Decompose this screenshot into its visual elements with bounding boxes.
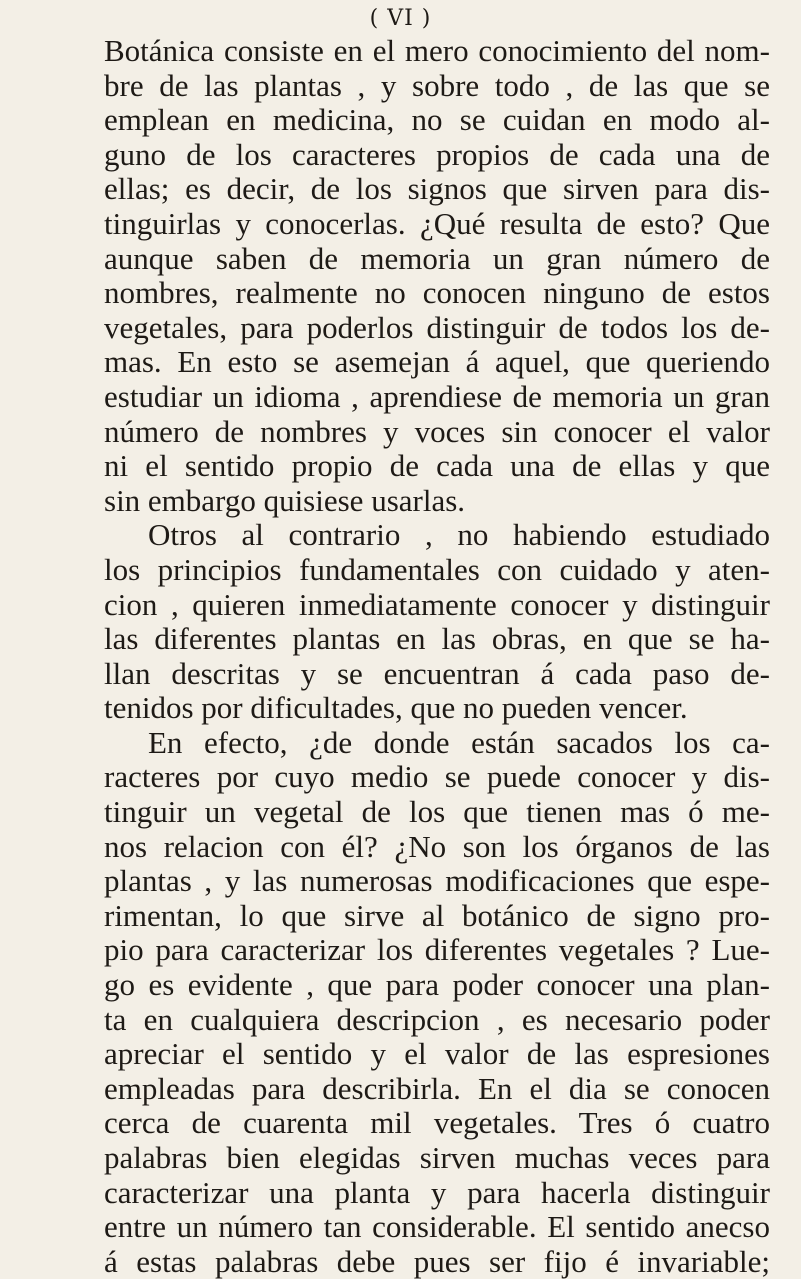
text-line: pio para caracterizar los diferentes vegetales ? Lue- bbox=[104, 933, 770, 968]
text-line: emplean en medicina, no se cuidan en modo al- bbox=[104, 103, 770, 138]
text-line: empleadas para describirla. En el dia se conocen bbox=[104, 1071, 770, 1106]
text-line: estudiar un idioma , aprendiese de memoria un gran bbox=[104, 379, 770, 414]
text-line: nos relacion con él? ¿No son los órganos de las bbox=[104, 829, 770, 864]
text-line: ta en cualquiera descripcion , es necesario poder bbox=[104, 1002, 770, 1037]
text-line: apreciar el sentido y el valor de las espresiones bbox=[104, 1037, 770, 1072]
paragraph-start-line: En efecto, ¿de donde están sacados los ca- bbox=[148, 725, 770, 760]
text-line: cion , quieren inmediatamente conocer y distinguir bbox=[104, 587, 770, 622]
text-line: á estas palabras debe pues ser fijo é invariable; bbox=[104, 1244, 770, 1279]
text-line: tinguir un vegetal de los que tienen mas ó me- bbox=[104, 795, 770, 830]
paragraph-end-line: sin embargo quisiese usarlas. bbox=[104, 483, 466, 518]
page-number-header: ( VI ) bbox=[369, 6, 432, 31]
text-line: los principios fundamentales con cuidado y aten- bbox=[104, 552, 770, 587]
paragraph-end-line: tenidos por dificultades, que no pueden vencer. bbox=[104, 691, 688, 726]
text-line: caracterizar una planta y para hacerla distinguir bbox=[104, 1175, 770, 1210]
text-line: go es evidente , que para poder conocer una plan- bbox=[104, 968, 770, 1003]
text-line: aunque saben de memoria un gran número de bbox=[104, 241, 770, 276]
text-line: tinguirlas y conocerlas. ¿Qué resulta de esto? Que bbox=[104, 206, 770, 241]
paragraph-start-line: Otros al contrario , no habiendo estudiado bbox=[148, 518, 770, 553]
text-line: rimentan, lo que sirve al botánico de signo pro- bbox=[104, 898, 770, 933]
body-text bbox=[104, 34, 770, 1279]
text-line: ellas; es decir, de los signos que sirven para dis- bbox=[104, 172, 770, 207]
text-line: nombres, realmente no conocen ninguno de estos bbox=[104, 276, 770, 311]
text-line: racteres por cuyo medio se puede conocer y dis- bbox=[104, 760, 770, 795]
text-line: mas. En esto se asemejan á aquel, que queriendo bbox=[104, 345, 770, 380]
text-line: ni el sentido propio de cada una de ellas y que bbox=[104, 449, 770, 484]
text-line: palabras bien elegidas sirven muchas veces para bbox=[104, 1141, 770, 1175]
text-line: cerca de cuarenta mil vegetales. Tres ó cuatro bbox=[104, 1106, 770, 1141]
text-line: bre de las plantas , y sobre todo , de las que se bbox=[104, 68, 770, 103]
text-line: entre un número tan considerable. El sentido anecso bbox=[104, 1210, 770, 1245]
text-line: las diferentes plantas en las obras, en que se ha- bbox=[104, 622, 770, 657]
text-line: vegetales, para poderlos distinguir de todos los de- bbox=[104, 310, 770, 345]
text-line: llan descritas y se encuentran á cada paso de- bbox=[104, 656, 770, 691]
text-line: Botánica consiste en el mero conocimiento del nom- bbox=[104, 34, 770, 68]
text-line: plantas , y las numerosas modificaciones que espe- bbox=[104, 864, 770, 899]
text-line: guno de los caracteres propios de cada una de bbox=[104, 137, 770, 172]
text-line: número de nombres y voces sin conocer el valor bbox=[104, 414, 770, 449]
